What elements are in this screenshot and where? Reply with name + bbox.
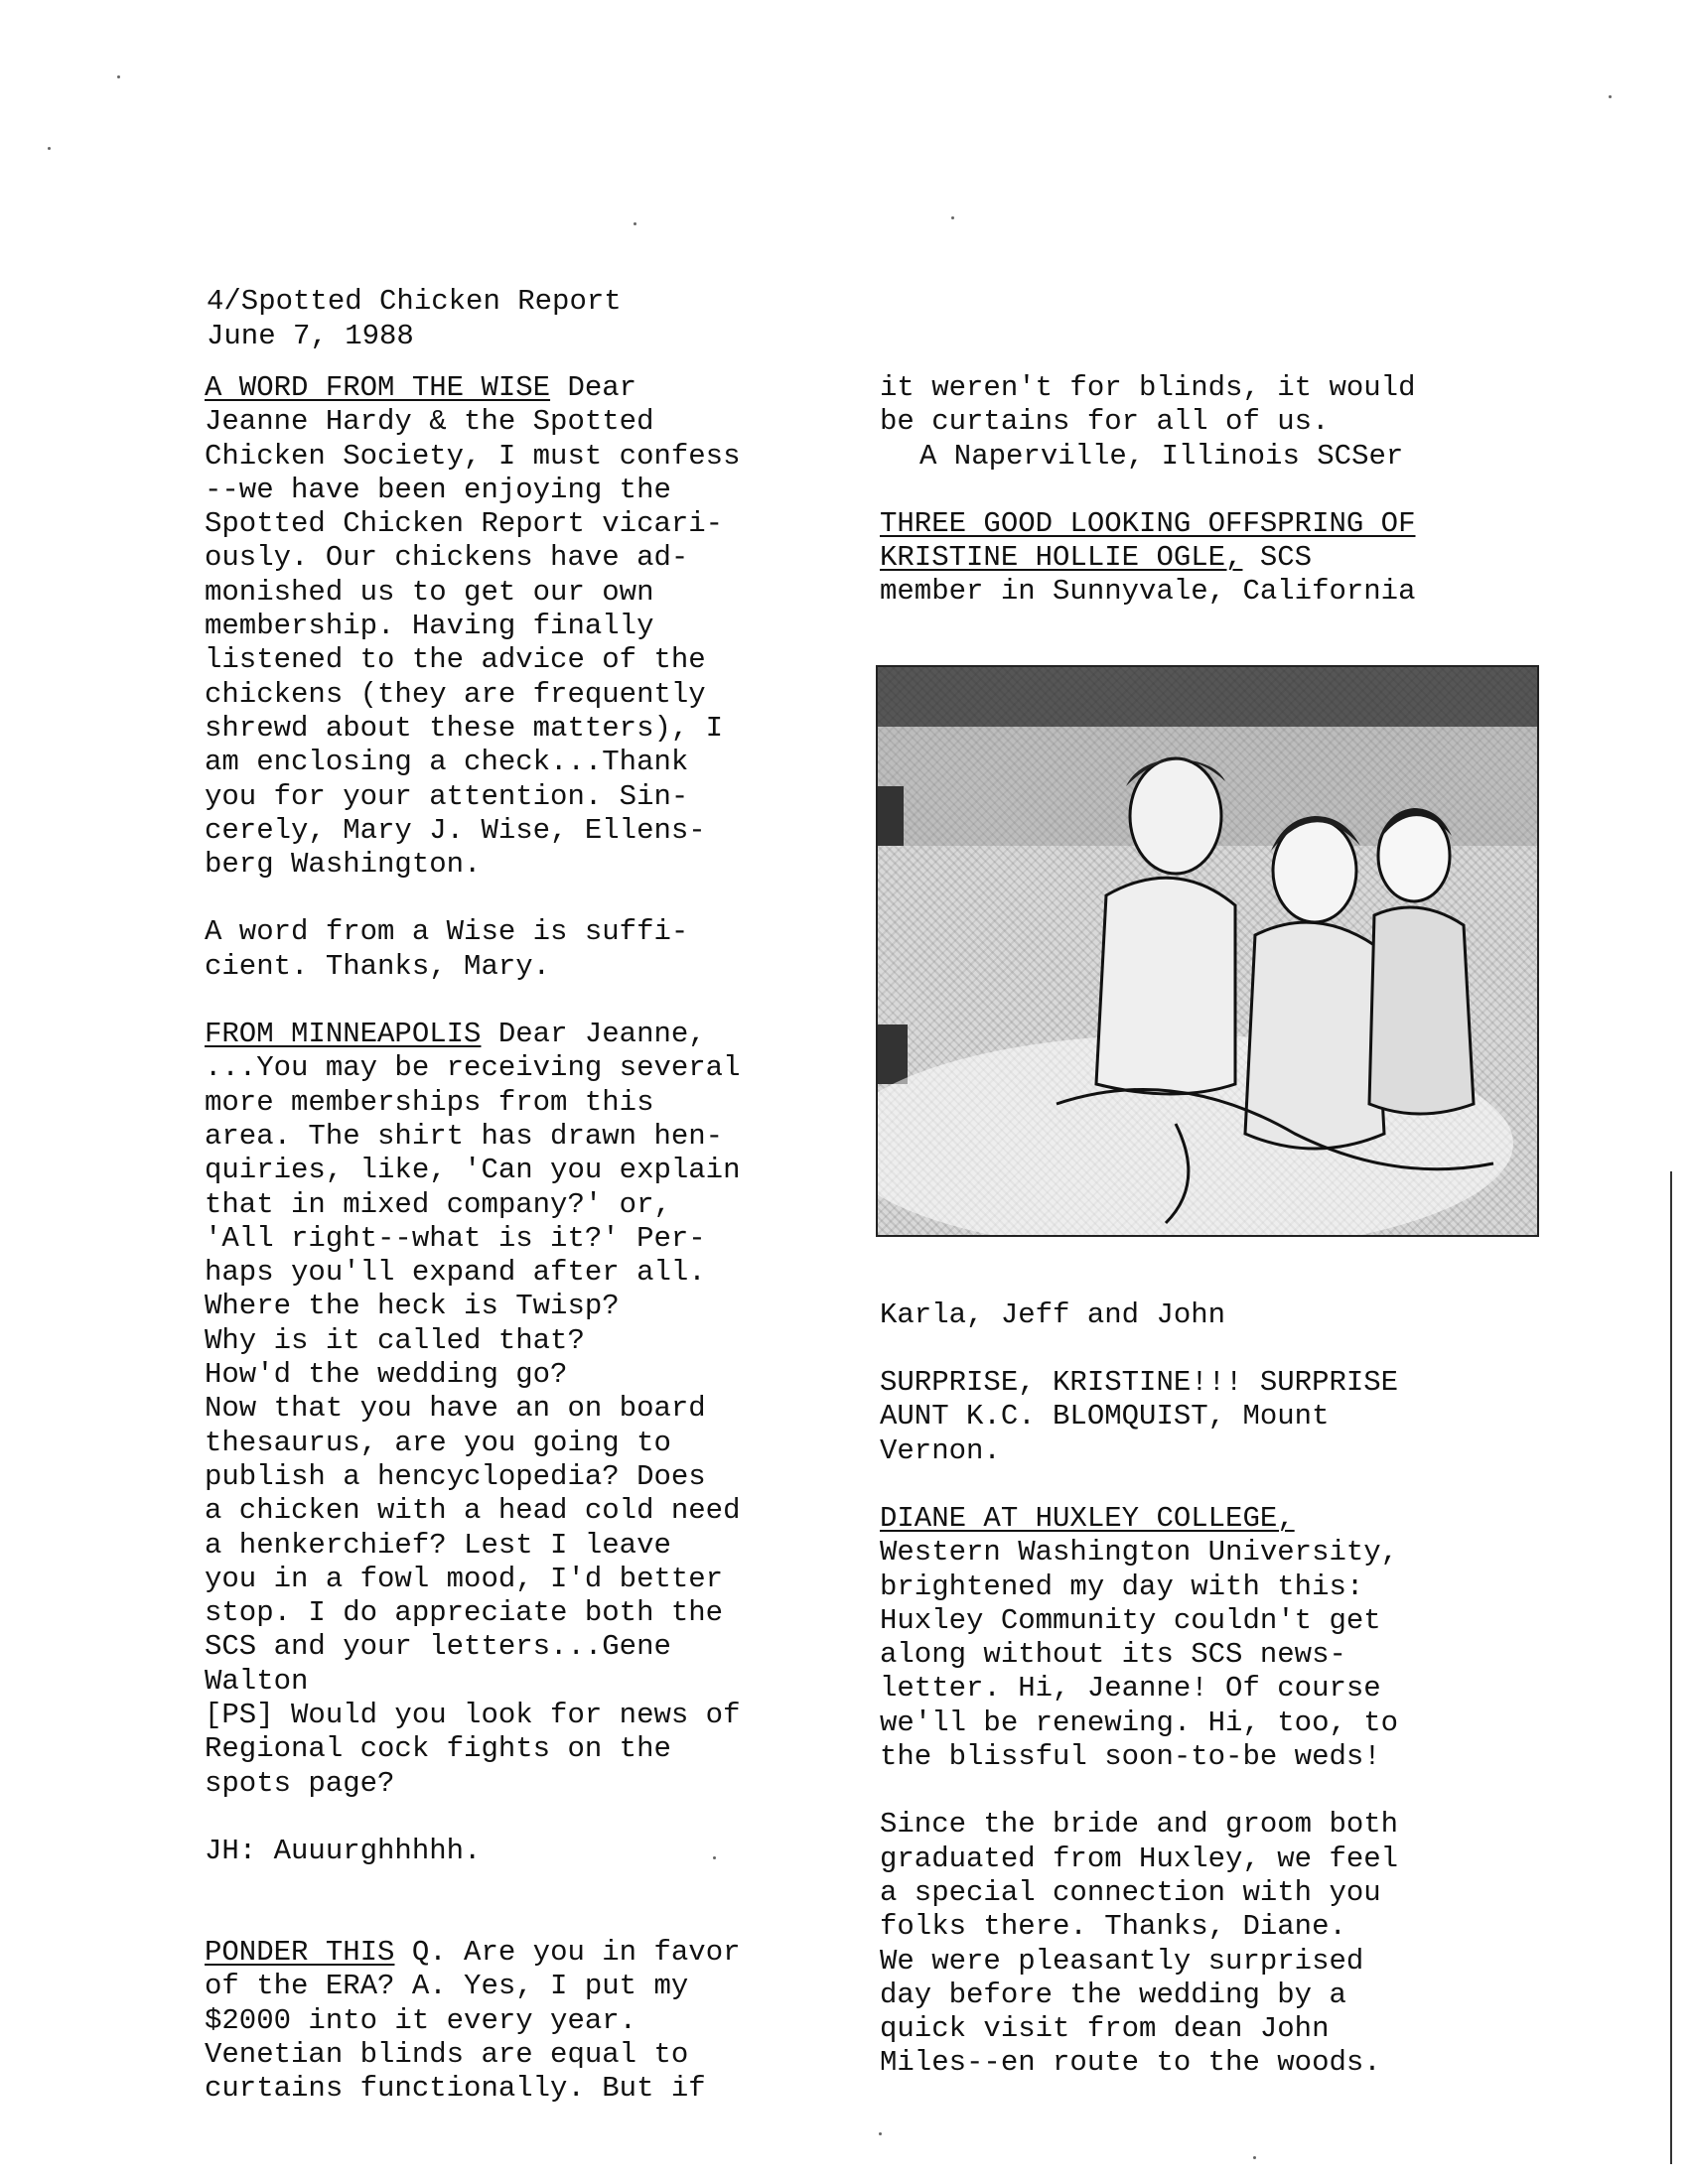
text-line: Regional cock fights on the [205, 1732, 671, 1766]
text-line: A word from a Wise is suffi- [205, 915, 689, 949]
speck [713, 1856, 716, 1859]
text-line: along without its SCS news- [880, 1638, 1346, 1672]
text-line: Chicken Society, I must confess [205, 439, 741, 473]
speck [1609, 95, 1612, 98]
text-line: ously. Our chickens have ad- [205, 541, 689, 575]
letter-minneapolis: FROM MINNEAPOLIS Dear Jeanne, ...You may be receiving several more memberships from this area. The shirt has drawn hen- quiries, like, 'Can you explain that in mixed company?' or, 'All right--what is it?' Per- haps you'll expand after all. Where the heck is Twisp? Why is it called that? How'd the wedding go? Now that you have an on board thesaurus, are you going to publish a hencyclopedia? Does a chicken with a head cold need a henkerchief? Lest I leave you in a fowl mood, I'd better stop. I do appreciate both the SCS and your letters...Gene Walton [PS] Would you look for news of Regional cock fights on the spots page? [205, 1018, 822, 1801]
heading-offspring: THREE GOOD LOOKING OFFSPRING OF [880, 506, 1416, 540]
text-line: member in Sunnyvale, California [880, 575, 1416, 609]
text-line: SURPRISE, KRISTINE!!! SURPRISE [880, 1366, 1399, 1400]
page-title: 4/Spotted Chicken Report [207, 285, 622, 318]
page-header [207, 284, 622, 353]
text-line: ...You may be receiving several [205, 1051, 741, 1085]
text-line: cient. Thanks, Mary. [205, 949, 551, 983]
ponder-this: PONDER THIS Q. Are you in favor of the ERA? A. Yes, I put my $2000 into it every year. Venetian blinds are equal to curtains functionally. But if [205, 1936, 822, 2106]
text-line: area. The shirt has drawn hen- [205, 1119, 724, 1153]
letter-wise: A WORD FROM THE WISE Dear Jeanne Hardy & the Spotted Chicken Society, I must confess --we have been enjoying the Spotted Chicken Report vicari- ously. Our chickens have ad- monished us to get our own membership. Having finally listened to the advice of the chickens (they are frequently shrewd about these matters), I am enclosing a check...Thank you for your attention. Sin- cerely, Mary J. Wise, Ellens- berg Washington. [205, 371, 822, 882]
text-line: we'll be renewing. Hi, too, to [880, 1706, 1399, 1739]
text-line: Vernon. [880, 1433, 1001, 1467]
text-line: letter. Hi, Jeanne! Of course [880, 1672, 1381, 1706]
speck [1253, 2156, 1256, 2159]
text-line: AUNT K.C. BLOMQUIST, Mount [880, 1400, 1330, 1433]
text-line: stop. I do appreciate both the [205, 1596, 724, 1630]
text-line: Walton [205, 1664, 309, 1698]
text-line: Why is it called that? [205, 1323, 585, 1357]
text-line: JH: Auuurghhhhh. [205, 1834, 482, 1867]
text-line: listened to the advice of the [205, 643, 706, 677]
text-line: the blissful soon-to-be weds! [880, 1740, 1381, 1774]
signoff: A Naperville, Illinois SCSer [919, 439, 1404, 473]
issue-date: June 7, 1988 [207, 320, 414, 352]
text-line: day before the wedding by a [880, 1978, 1346, 2011]
text-line: $2000 into it every year. [205, 2003, 637, 2037]
text-line: of the ERA? A. Yes, I put my [205, 1970, 689, 2003]
text-line: a henkerchief? Lest I leave [205, 1528, 671, 1562]
right-column [880, 371, 1501, 2081]
text-line: SCS and your letters...Gene [205, 1630, 671, 1664]
text-line: Western Washington University, [880, 1536, 1399, 1570]
text-line: you for your attention. Sin- [205, 779, 689, 813]
text-line: cerely, Mary J. Wise, Ellens- [205, 813, 706, 847]
text-line: spots page? [205, 1766, 395, 1800]
ponder-continued [880, 371, 1501, 474]
text-line: you in a fowl mood, I'd better [205, 1562, 724, 1595]
text-line: curtains functionally. But if [205, 2072, 706, 2106]
text-line: Jeanne Hardy & the Spotted [205, 405, 654, 439]
text-line: brightened my day with this: [880, 1570, 1364, 1603]
text-line: shrewd about these matters), I [205, 711, 724, 745]
text-line: be curtains for all of us. [880, 405, 1330, 439]
text-line: more memberships from this [205, 1085, 654, 1119]
text-line: haps you'll expand after all. [205, 1256, 706, 1290]
text-line: Now that you have an on board [205, 1392, 706, 1426]
text-line: a special connection with you [880, 1875, 1381, 1909]
scan-edge-line [1670, 1171, 1672, 2164]
text-line: Huxley Community couldn't get [880, 1603, 1381, 1637]
surprise-item [880, 1366, 1501, 1468]
text-line: Spotted Chicken Report vicari- [205, 507, 724, 541]
text-line: membership. Having finally [205, 610, 654, 643]
speck [951, 216, 954, 219]
speck [117, 75, 120, 78]
text-line: that in mixed company?' or, [205, 1187, 671, 1221]
text-line: chickens (they are frequently [205, 677, 706, 711]
text-line: thesaurus, are you going to [205, 1426, 671, 1459]
text-line: Miles--en route to the woods. [880, 2046, 1381, 2080]
speck [48, 147, 51, 150]
text-line: it weren't for blinds, it would [880, 371, 1416, 404]
text-line: Where the heck is Twisp? [205, 1290, 620, 1323]
text-line: monished us to get our own [205, 575, 654, 609]
heading-ponder-this: PONDER THIS [205, 1936, 395, 1970]
text-line: folks there. Thanks, Diane. [880, 1910, 1346, 1944]
text-line: quiries, like, 'Can you explain [205, 1154, 741, 1187]
text-line: 'All right--what is it?' Per- [205, 1221, 706, 1255]
text-line: quick visit from dean John [880, 2012, 1330, 2046]
wise-reply [205, 915, 822, 984]
text-line: We were pleasantly surprised [880, 1944, 1364, 1978]
photo-caption: Karla, Jeff and John [880, 1297, 1226, 1331]
text-line: publish a hencyclopedia? Does [205, 1459, 706, 1493]
photo-caption-block [880, 1298, 1501, 1332]
text-line: How'd the wedding go? [205, 1358, 568, 1392]
heading-diane: DIANE AT HUXLEY COLLEGE, [880, 1501, 1295, 1535]
diane-item [880, 1502, 1501, 1774]
heading-offspring-name: KRISTINE HOLLIE OGLE, [880, 541, 1243, 575]
heading-word-from-the-wise: A WORD FROM THE WISE [205, 371, 551, 404]
speck [634, 222, 636, 225]
text-line: Venetian blinds are equal to [205, 2038, 689, 2072]
offspring-item: THREE GOOD LOOKING OFFSPRING OF KRISTINE HOLLIE OGLE, SCS member in Sunnyvale, California [880, 507, 1501, 610]
text-line: [PS] Would you look for news of [205, 1698, 741, 1731]
text-line: graduated from Huxley, we feel [880, 1842, 1399, 1875]
text-line: --we have been enjoying the [205, 473, 671, 506]
text-line: berg Washington. [205, 848, 482, 882]
photo-illustration [878, 667, 1537, 1235]
text-line: a chicken with a head cold need [205, 1494, 741, 1528]
speck [879, 2132, 882, 2135]
text-line: Since the bride and groom both [880, 1808, 1399, 1842]
text-line: am enclosing a check...Thank [205, 746, 689, 779]
since-item [880, 1808, 1501, 2080]
left-column [205, 371, 822, 2107]
heading-from-minneapolis: FROM MINNEAPOLIS [205, 1018, 482, 1051]
jh-reply [205, 1835, 822, 1868]
family-photo [876, 665, 1539, 1237]
